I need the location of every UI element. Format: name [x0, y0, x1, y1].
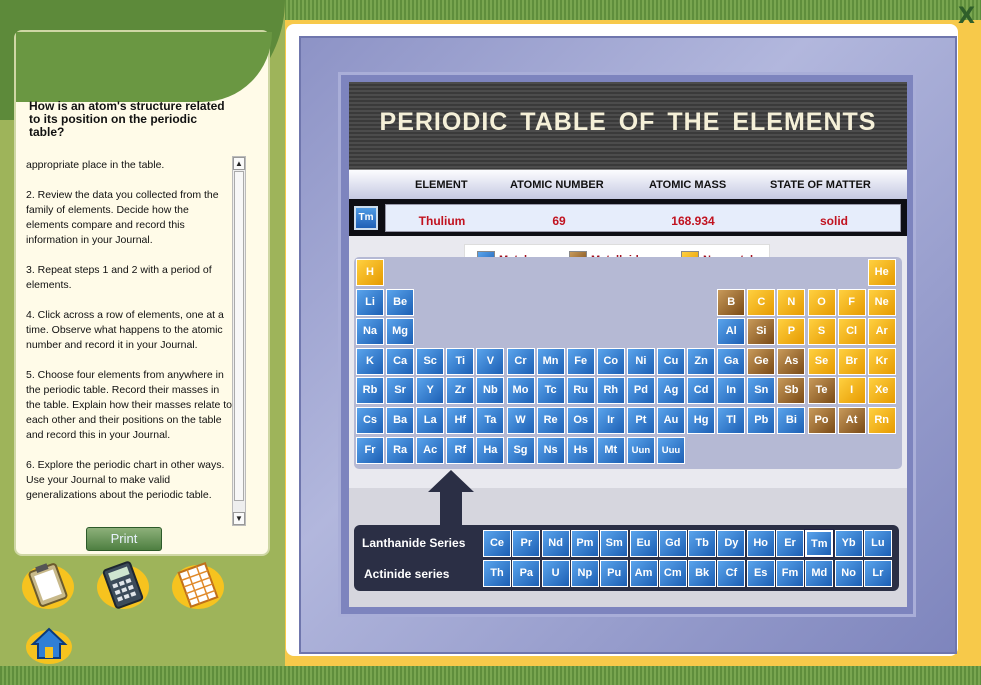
selected-symbol: Tm: [354, 206, 378, 230]
spreadsheet-icon: [176, 559, 220, 609]
element-hs[interactable]: Hs: [567, 437, 595, 464]
scroll-up-button[interactable]: ▲: [233, 157, 245, 170]
element-tl[interactable]: Tl: [717, 407, 745, 434]
selected-atomic-mass: 168.934: [671, 214, 715, 228]
question-text: How is an atom's structure related to its position on the periodic table?: [29, 99, 225, 139]
element-ba[interactable]: Ba: [386, 407, 414, 434]
element-ac[interactable]: Ac: [416, 437, 444, 464]
element-uun[interactable]: Uun: [627, 437, 655, 464]
element-sc[interactable]: Sc: [416, 348, 444, 375]
element-ni[interactable]: Ni: [627, 348, 655, 375]
element-mo[interactable]: Mo: [507, 377, 535, 404]
element-fr[interactable]: Fr: [356, 437, 384, 464]
page-title: PERIODIC TABLE OF THE ELEMENTS: [379, 108, 877, 136]
col-state: STATE OF MATTER: [770, 179, 871, 191]
element-si[interactable]: Si: [747, 318, 775, 345]
element-zn[interactable]: Zn: [687, 348, 715, 375]
element-kr[interactable]: Kr: [868, 348, 896, 375]
element-h[interactable]: H: [356, 259, 384, 286]
element-y[interactable]: Y: [416, 377, 444, 404]
element-mn[interactable]: Mn: [537, 348, 565, 375]
instruction-paragraph: 2. Review the data you collected from the family of elements. Decide how the elements compare and record this information in your Journal.: [26, 189, 219, 246]
element-in[interactable]: In: [717, 377, 745, 404]
element-cl[interactable]: Cl: [838, 318, 866, 345]
element-sb[interactable]: Sb: [777, 377, 805, 404]
element-fm[interactable]: Fm: [776, 560, 804, 587]
element-bk[interactable]: Bk: [688, 560, 716, 587]
instruction-paragraph: appropriate place in the table.: [26, 159, 165, 171]
clipboard-icon: [26, 559, 70, 609]
element-eu[interactable]: Eu: [630, 530, 658, 557]
element-gd[interactable]: Gd: [659, 530, 687, 557]
element-tb[interactable]: Tb: [688, 530, 716, 557]
element-md[interactable]: Md: [805, 560, 833, 587]
element-lr[interactable]: Lr: [864, 560, 892, 587]
lanthanide-label: Lanthanide Series: [362, 536, 466, 550]
col-atomic-mass: ATOMIC MASS: [649, 179, 727, 191]
instructions-text: [26, 158, 234, 522]
element-fe[interactable]: Fe: [567, 348, 595, 375]
element-ra[interactable]: Ra: [386, 437, 414, 464]
element-i[interactable]: I: [838, 377, 866, 404]
instruction-paragraph: 6. Explore the periodic chart in other ways. Use your Journal to make valid generalizations about the periodic table.: [26, 459, 225, 501]
element-rh[interactable]: Rh: [597, 377, 625, 404]
element-uuu[interactable]: Uuu: [657, 437, 685, 464]
element-nb[interactable]: Nb: [476, 377, 504, 404]
element-mt[interactable]: Mt: [597, 437, 625, 464]
element-ne[interactable]: Ne: [868, 289, 896, 316]
element-ar[interactable]: Ar: [868, 318, 896, 345]
home-tool[interactable]: [26, 630, 72, 664]
element-pb[interactable]: Pb: [747, 407, 775, 434]
element-ca[interactable]: Ca: [386, 348, 414, 375]
element-ru[interactable]: Ru: [567, 377, 595, 404]
element-pu[interactable]: Pu: [600, 560, 628, 587]
element-xe[interactable]: Xe: [868, 377, 896, 404]
element-os[interactable]: Os: [567, 407, 595, 434]
element-cm[interactable]: Cm: [659, 560, 687, 587]
element-nd[interactable]: Nd: [542, 530, 570, 557]
element-mg[interactable]: Mg: [386, 318, 414, 345]
element-te[interactable]: Te: [808, 377, 836, 404]
element-be[interactable]: Be: [386, 289, 414, 316]
element-tm[interactable]: Tm: [805, 530, 833, 557]
element-cu[interactable]: Cu: [657, 348, 685, 375]
instructions-scrollbar[interactable]: [232, 156, 246, 526]
close-button[interactable]: X: [958, 4, 975, 29]
element-ta[interactable]: Ta: [476, 407, 504, 434]
bottom-decor-band: [0, 666, 981, 685]
instruction-paragraph: 5. Choose four elements from anywhere in the periodic table. Record their masses in the table. Explain how their masses relate to each other and their positions on the table and record this in your Journal.: [26, 369, 233, 441]
element-ag[interactable]: Ag: [657, 377, 685, 404]
element-po[interactable]: Po: [808, 407, 836, 434]
scroll-thumb[interactable]: [234, 171, 244, 501]
instruction-paragraph: 3. Repeat steps 1 and 2 with a period of elements.: [26, 264, 212, 291]
element-co[interactable]: Co: [597, 348, 625, 375]
element-ir[interactable]: Ir: [597, 407, 625, 434]
element-u[interactable]: U: [542, 560, 570, 587]
element-o[interactable]: O: [808, 289, 836, 316]
element-c[interactable]: C: [747, 289, 775, 316]
element-tc[interactable]: Tc: [537, 377, 565, 404]
calculator-icon: [101, 559, 145, 609]
element-dy[interactable]: Dy: [717, 530, 745, 557]
scroll-down-button[interactable]: ▼: [233, 512, 245, 525]
element-es[interactable]: Es: [747, 560, 775, 587]
element-sg[interactable]: Sg: [507, 437, 535, 464]
element-ce[interactable]: Ce: [483, 530, 511, 557]
element-zr[interactable]: Zr: [446, 377, 474, 404]
element-sn[interactable]: Sn: [747, 377, 775, 404]
data-table-tool[interactable]: [172, 565, 224, 609]
element-b[interactable]: B: [717, 289, 745, 316]
calculator-tool[interactable]: [97, 565, 149, 609]
arrow-up-icon: [428, 470, 474, 528]
element-bi[interactable]: Bi: [777, 407, 805, 434]
actinide-label: Actinide series: [364, 567, 450, 581]
element-rn[interactable]: Rn: [868, 407, 896, 434]
element-li[interactable]: Li: [356, 289, 384, 316]
element-rf[interactable]: Rf: [446, 437, 474, 464]
element-n[interactable]: N: [777, 289, 805, 316]
element-la[interactable]: La: [416, 407, 444, 434]
element-se[interactable]: Se: [808, 348, 836, 375]
element-yb[interactable]: Yb: [835, 530, 863, 557]
selected-info: [385, 204, 901, 232]
element-cs[interactable]: Cs: [356, 407, 384, 434]
element-cf[interactable]: Cf: [717, 560, 745, 587]
element-as[interactable]: As: [777, 348, 805, 375]
info-header: [349, 169, 907, 199]
element-ge[interactable]: Ge: [747, 348, 775, 375]
element-rb[interactable]: Rb: [356, 377, 384, 404]
journal-tool[interactable]: [22, 565, 74, 609]
element-ha[interactable]: Ha: [476, 437, 504, 464]
element-s[interactable]: S: [808, 318, 836, 345]
element-pm[interactable]: Pm: [571, 530, 599, 557]
element-hf[interactable]: Hf: [446, 407, 474, 434]
element-re[interactable]: Re: [537, 407, 565, 434]
element-ti[interactable]: Ti: [446, 348, 474, 375]
element-cr[interactable]: Cr: [507, 348, 535, 375]
selected-state: solid: [819, 214, 848, 228]
element-br[interactable]: Br: [838, 348, 866, 375]
element-am[interactable]: Am: [630, 560, 658, 587]
element-pa[interactable]: Pa: [512, 560, 540, 587]
element-sm[interactable]: Sm: [600, 530, 628, 557]
element-np[interactable]: Np: [571, 560, 599, 587]
instruction-paragraph: 4. Click across a row of elements, one at a time. Observe what happens to the atomic number and record it in your Journal.: [26, 309, 224, 351]
element-at[interactable]: At: [838, 407, 866, 434]
element-au[interactable]: Au: [657, 407, 685, 434]
element-pt[interactable]: Pt: [627, 407, 655, 434]
element-pr[interactable]: Pr: [512, 530, 540, 557]
element-ns[interactable]: Ns: [537, 437, 565, 464]
element-he[interactable]: He: [868, 259, 896, 286]
col-atomic-number: ATOMIC NUMBER: [510, 179, 604, 191]
element-na[interactable]: Na: [356, 318, 384, 345]
element-pd[interactable]: Pd: [627, 377, 655, 404]
col-element: ELEMENT: [415, 179, 468, 191]
print-button[interactable]: Print: [86, 527, 162, 551]
element-cd[interactable]: Cd: [687, 377, 715, 404]
selected-atomic-number: 69: [552, 214, 566, 228]
question-panel: [14, 30, 270, 556]
selected-name: Thulium: [418, 214, 466, 228]
element-v[interactable]: V: [476, 348, 504, 375]
element-p[interactable]: P: [777, 318, 805, 345]
element-er[interactable]: Er: [776, 530, 804, 557]
element-th[interactable]: Th: [483, 560, 511, 587]
element-sr[interactable]: Sr: [386, 377, 414, 404]
home-icon: [29, 626, 69, 662]
element-lu[interactable]: Lu: [864, 530, 892, 557]
element-al[interactable]: Al: [717, 318, 745, 345]
element-no[interactable]: No: [835, 560, 863, 587]
panel-header-decor: [16, 32, 272, 102]
element-k[interactable]: K: [356, 348, 384, 375]
element-f[interactable]: F: [838, 289, 866, 316]
element-w[interactable]: W: [507, 407, 535, 434]
element-ga[interactable]: Ga: [717, 348, 745, 375]
element-hg[interactable]: Hg: [687, 407, 715, 434]
element-ho[interactable]: Ho: [747, 530, 775, 557]
